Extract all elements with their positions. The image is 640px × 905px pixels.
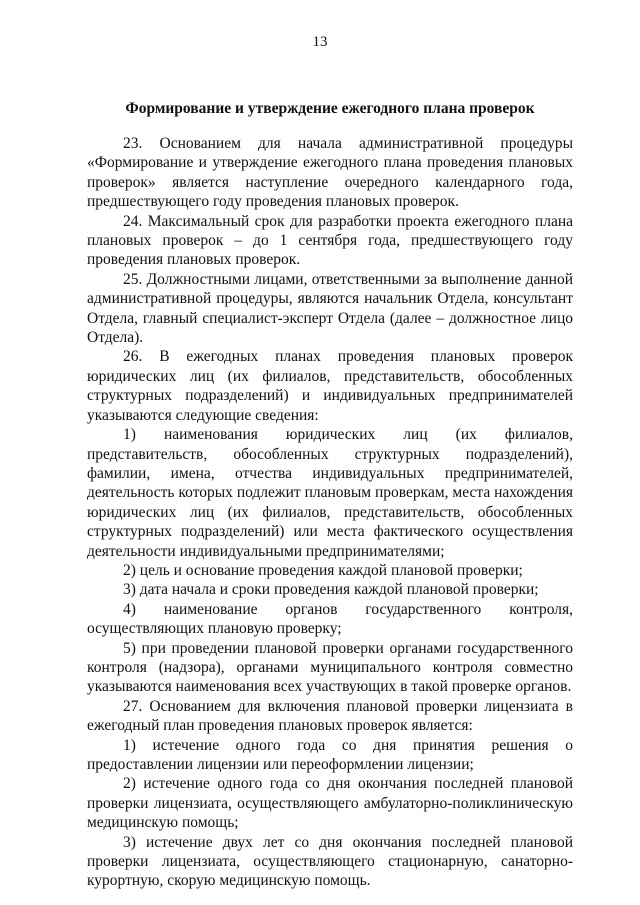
- paragraph-25: 25. Должностными лицами, ответственными за выполнение данной административной процедуры, являются начальник Отдела, консультант Отдела, главный специалист-эксперт Отдела (далее – должностное лицо Отдела).: [87, 270, 573, 347]
- paragraph-26: 26. В ежегодных планах проведения плановых проверок юридических лиц (их филиалов, представительств, обособленных структурных подразделений) и индивидуальных предпринимателей указываются следующие сведения:: [87, 348, 573, 424]
- list-item-26-5: 5) при проведении плановой проверки органами государственного контроля (надзора), органами муниципального контроля совместно указываются наименования всех участвующих в такой проверке органов.: [87, 639, 573, 696]
- document-body: [87, 134, 573, 891]
- paragraph-27: 27. Основанием для включения плановой проверки лицензиата в ежегодный план проведения плановых проверок является:: [87, 697, 573, 735]
- paragraph-24: 24. Максимальный срок для разработки проекта ежегодного плана плановых проверок – до 1 сентября года, предшествующего году проведения плановых проверок.: [87, 212, 573, 269]
- list-item-26-4: 4) наименование органов государственного контроля, осуществляющих плановую проверку;: [87, 600, 573, 638]
- paragraph-23: 23. Основанием для начала административной процедуры «Формирование и утверждение ежегодного плана проведения плановых проверок» является наступление очередного календарного года, предшествующего году проведения плановых проверок.: [87, 135, 573, 211]
- list-item-27-1: 1) истечение одного года со дня принятия решения о предоставлении лицензии или переоформлении лицензии;: [87, 736, 573, 773]
- list-item-27-3: 3) истечение двух лет со дня окончания последней плановой проверки лицензиата, осуществляющего стационарную, санаторно-курортную, скорую медицинскую помощь.: [87, 833, 573, 890]
- list-item-27-2: 2) истечение одного года со дня окончания последней плановой проверки лицензиата, осуществляющего амбулаторно-поликлиническую медицинскую помощь;: [87, 775, 573, 832]
- section-heading: Формирование и утверждение ежегодного плана проверок: [125, 100, 535, 117]
- page-number: 13: [312, 34, 328, 50]
- list-item-26-2: 2) цель и основание проведения каждой плановой проверки;: [123, 561, 523, 579]
- list-item-26-3: 3) дата начала и сроки проведения каждой плановой проверки;: [123, 581, 539, 599]
- list-item-26-1: 1) наименования юридических лиц (их филиалов, представительств, обособленных структурных подразделений), фамилии, имена, отчества индивидуальных предпринимателей, деятельность которых подлежит плановым проверкам, места нахождения юридических лиц (их филиалов, представительств, обособленных структурных подразделений) или места фактического осуществления деятельности индивидуальными предпринимателями;: [87, 426, 573, 560]
